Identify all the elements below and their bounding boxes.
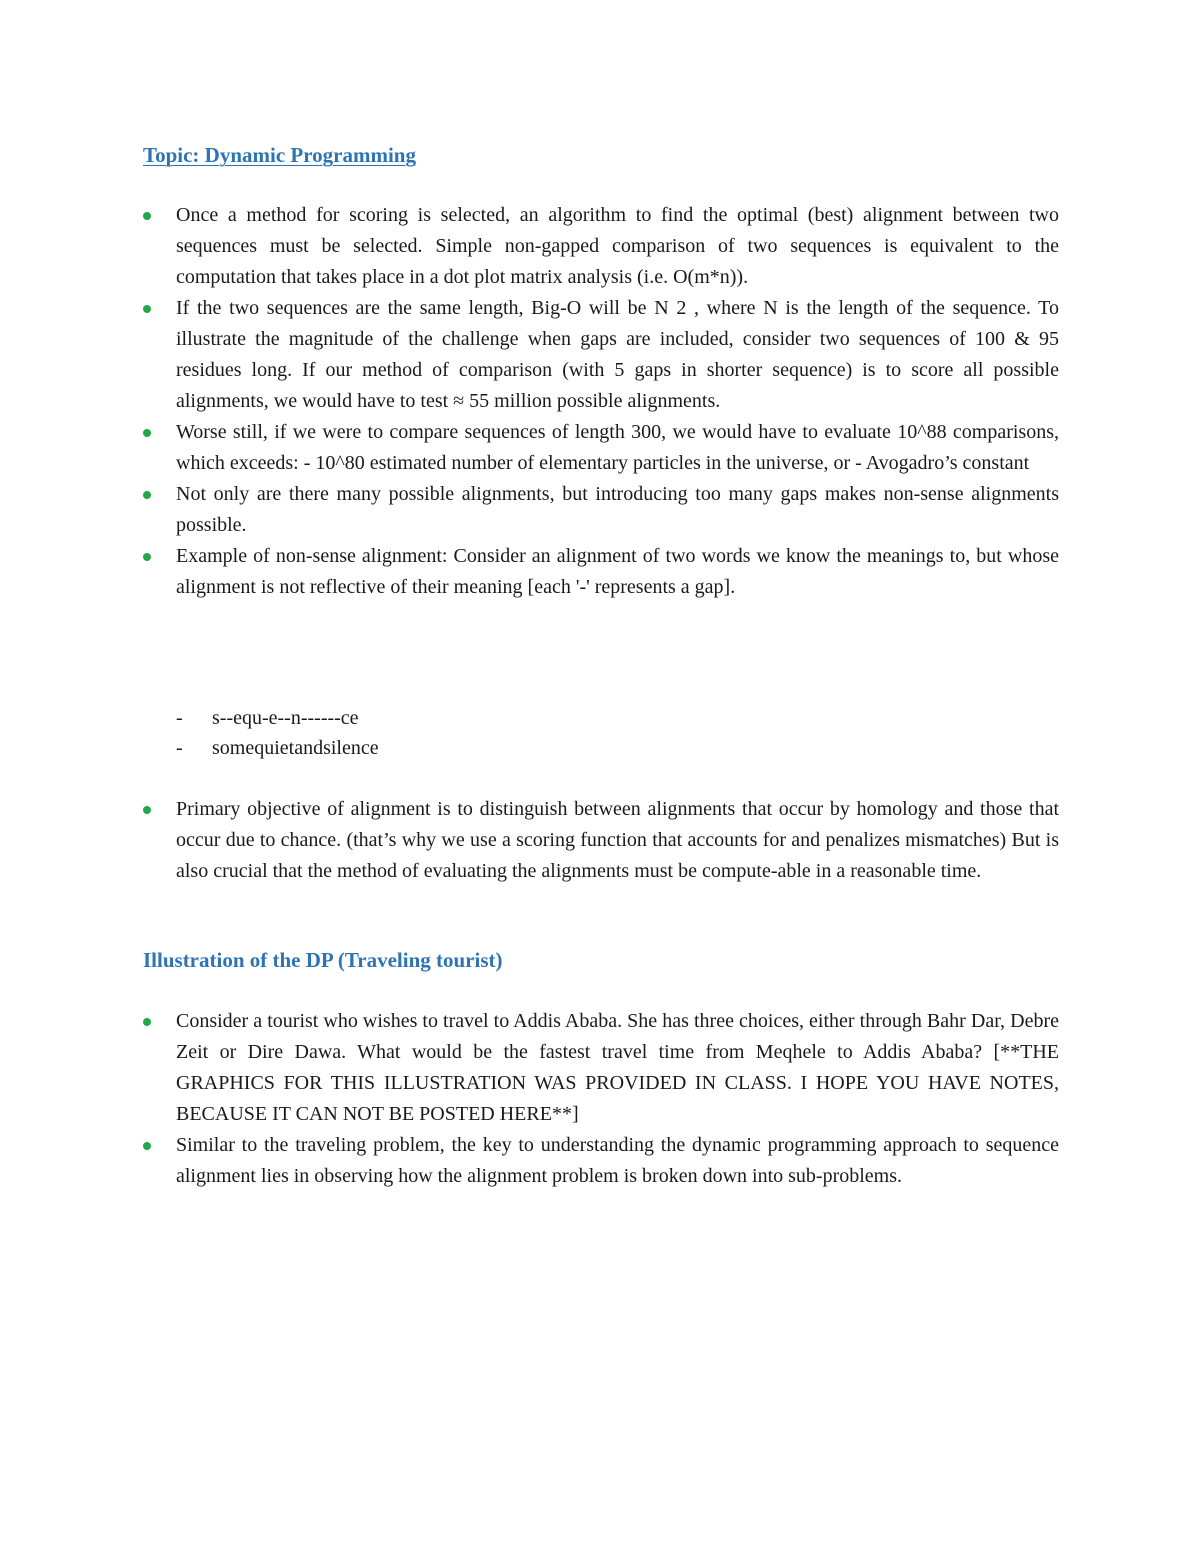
- bullet-list-2: [143, 794, 1059, 887]
- list-item-text: Once a method for scoring is selected, an algorithm to find the optimal (best) alignment between two sequences must be selected. Simple non-gapped comparison of two sequences is equivalent to the computation that takes place in a dot plot matrix analysis (i.e. O(m*n)).: [176, 204, 1059, 288]
- illustration-heading: Illustration of the DP (Traveling tourist): [143, 948, 503, 972]
- bullet-list-3: [143, 1006, 1059, 1192]
- list-item: [143, 1130, 1059, 1192]
- bullet-icon: [143, 429, 151, 437]
- list-item: [143, 200, 1059, 293]
- list-item-text: Primary objective of alignment is to distinguish between alignments that occur by homology and those that occur due to chance. (that’s why we use a scoring function that accounts for and penalizes mismatches) But is also crucial that the method of evaluating the alignments must be compute-able in a reasonable time.: [176, 798, 1059, 882]
- topic-heading: Topic: Dynamic Programming: [143, 143, 416, 167]
- list-item-text: Consider a tourist who wishes to travel to Addis Ababa. She has three choices, either through Bahr Dar, Debre Zeit or Dire Dawa. What would be the fastest travel time from Meqhele to Addis Ababa? [**THE GRAPHICS FOR THIS ILLUSTRATION WAS PROVIDED IN CLASS. I HOPE YOU HAVE NOTES, BECAUSE IT CAN NOT BE POSTED HERE**]: [176, 1010, 1059, 1125]
- bullet-icon: [143, 491, 151, 499]
- bullet-list-1: [143, 200, 1059, 603]
- alignment-example-line: [176, 733, 379, 763]
- list-item: [143, 479, 1059, 541]
- dash-mark: -: [176, 707, 183, 729]
- list-item: [143, 293, 1059, 417]
- dash-mark: -: [176, 737, 183, 759]
- list-item: [143, 541, 1059, 603]
- bullet-icon: [143, 1018, 151, 1026]
- list-item: [143, 417, 1059, 479]
- bullet-icon: [143, 553, 151, 561]
- list-item-text: Worse still, if we were to compare sequences of length 300, we would have to evaluate 10^88 comparisons, which exceeds: - 10^80 estimated number of elementary particles in the universe, or - Avogadro’s constant: [176, 421, 1059, 474]
- list-item-text: If the two sequences are the same length, Big-O will be N 2 , where N is the length of the sequence. To illustrate the magnitude of the challenge when gaps are included, consider two sequences of 100 & 95 residues long. If our method of comparison (with 5 gaps in shorter sequence) is to score all possible alignments, we would have to test ≈ 55 million possible alignments.: [176, 297, 1059, 412]
- list-item-text: Example of non-sense alignment: Consider an alignment of two words we know the meanings to, but whose alignment is not reflective of their meaning [each '-' represents a gap].: [176, 545, 1059, 598]
- bullet-icon: [143, 212, 151, 220]
- alignment-example-list: [176, 703, 379, 763]
- bullet-icon: [143, 806, 151, 814]
- alignment-example-line: [176, 703, 379, 733]
- list-item: [143, 1006, 1059, 1130]
- bullet-icon: [143, 1142, 151, 1150]
- alignment-example-text: s--equ-e--n------ce: [212, 707, 359, 729]
- bullet-icon: [143, 305, 151, 313]
- alignment-example-text: somequietandsilence: [212, 737, 379, 759]
- list-item: [143, 794, 1059, 887]
- list-item-text: Not only are there many possible alignments, but introducing too many gaps makes non-sense alignments possible.: [176, 483, 1059, 536]
- list-item-text: Similar to the traveling problem, the key to understanding the dynamic programming approach to sequence alignment lies in observing how the alignment problem is broken down into sub-problems.: [176, 1134, 1059, 1187]
